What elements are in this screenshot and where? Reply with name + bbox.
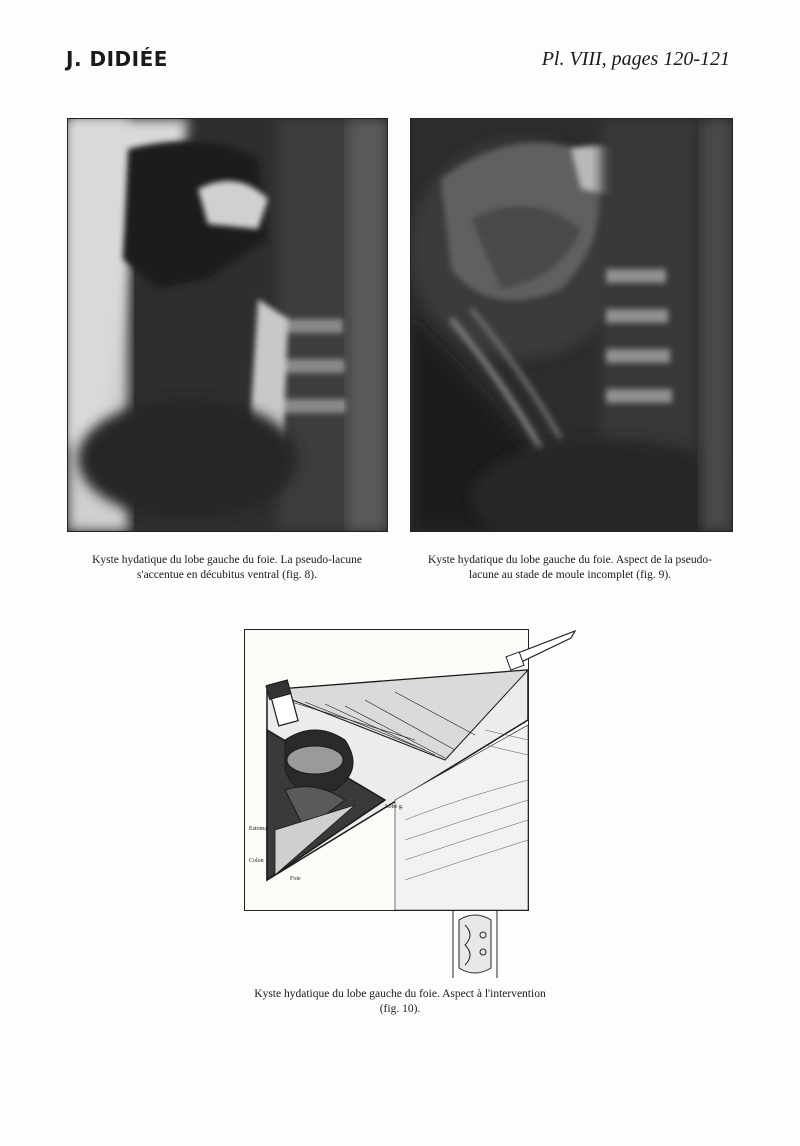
author-header: J. DIDIÉE: [66, 47, 168, 71]
surgical-drawing-fig-10: [244, 629, 529, 911]
caption-fig-9: Kyste hydatique du lobe gauche du foie. Aspect de la pseudo- lacune au stade de moule incomplet (fig. 9).: [428, 554, 712, 581]
label-lobe: Lobe g.: [385, 804, 404, 810]
label-colon: Colon: [249, 858, 264, 864]
plate-reference: Pl. VIII, pages 120-121: [541, 48, 730, 70]
label-estomac: Estomac: [249, 826, 270, 832]
radiograph-fig-9: [410, 118, 733, 532]
caption-fig-8: Kyste hydatique du lobe gauche du foie. La pseudo-lacune s'accentue en décubitus ventral (fig. 8).: [92, 554, 362, 581]
instrument-pointer: [505, 626, 585, 676]
caption-fig-10: Kyste hydatique du lobe gauche du foie. Aspect à l'intervention (fig. 10).: [254, 988, 546, 1015]
specimen-inset: [445, 910, 505, 978]
radiograph-fig-8: [67, 118, 388, 532]
label-foie: Foie: [290, 876, 301, 882]
